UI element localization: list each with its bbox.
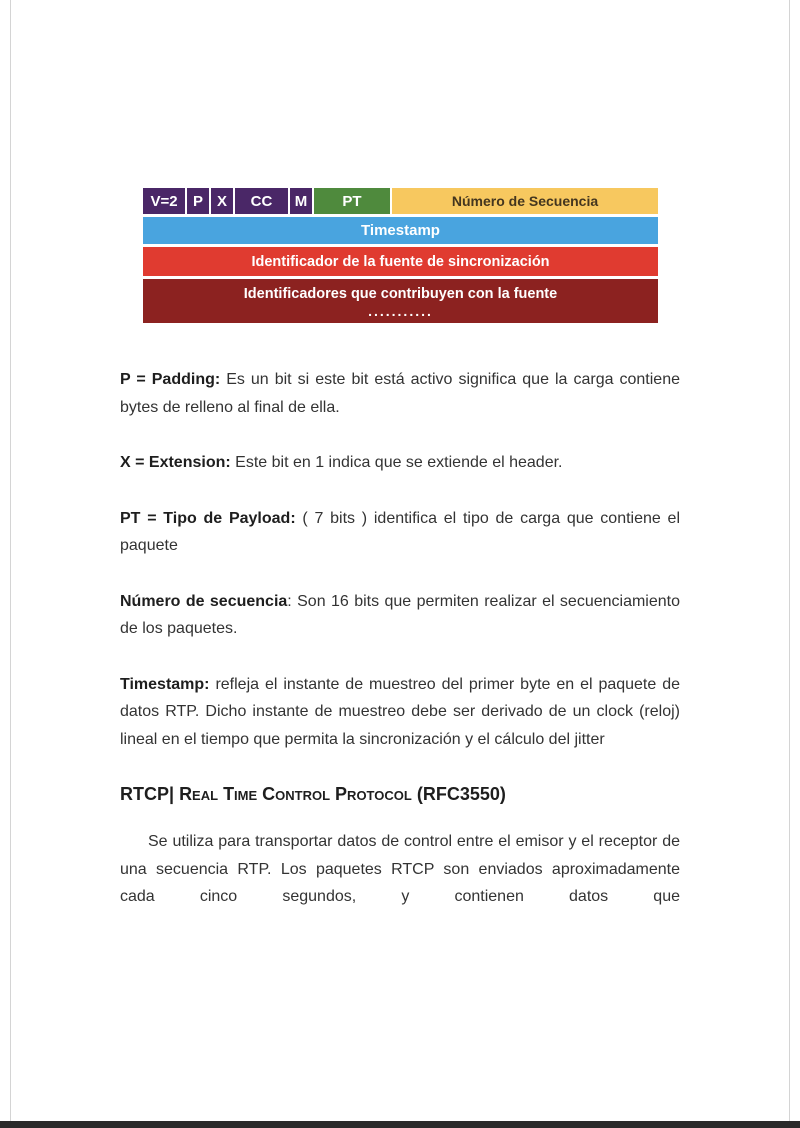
page-bottom-separator bbox=[0, 1121, 800, 1128]
csrc-dots: ........... bbox=[368, 302, 433, 319]
extension-text: Este bit en 1 indica que se extiende el header. bbox=[230, 454, 563, 471]
rtcp-intro-paragraph: Se utiliza para transportar datos de control entre el emisor y el receptor de una secuencia RTP. Los paquetes RTCP son enviados aproximadamente cada cinco segundos, y contienen datos que bbox=[120, 833, 680, 905]
timestamp-term: Timestamp: bbox=[120, 675, 210, 693]
timestamp-definition bbox=[120, 671, 680, 754]
extension-term: X = Extension: bbox=[120, 454, 231, 471]
rtp-row-csrc bbox=[143, 279, 658, 323]
rtp-field-padding: P bbox=[187, 188, 209, 214]
rtp-field-marker: M bbox=[290, 188, 312, 214]
rtp-field-payload-type: PT bbox=[314, 188, 390, 214]
payload-type-term: PT = Tipo de Payload: bbox=[120, 509, 296, 527]
rtp-header-diagram bbox=[143, 188, 658, 323]
sequence-number-definition bbox=[120, 588, 680, 643]
rtp-header-row1 bbox=[143, 188, 658, 214]
page-edge-left bbox=[10, 0, 11, 1121]
timestamp-text: refleja el instante de muestreo del primer byte en el paquete de datos RTP. Dicho instante de muestreo debe ser derivado de un clock (reloj) lineal en el tiempo que permita la sincronización y el cálculo del jitter bbox=[120, 675, 680, 748]
rtcp-heading-title: Real Time Control Protocol bbox=[179, 784, 412, 804]
rtp-field-sequence-number: Número de Secuencia bbox=[392, 188, 658, 214]
padding-text: Es un bit si este bit está activo significa que la carga contiene bytes de relleno al final de ella. bbox=[120, 371, 680, 416]
page-edge-right bbox=[789, 0, 790, 1121]
sequence-number-term: Número de secuencia bbox=[120, 592, 288, 610]
rtp-field-version: V=2 bbox=[143, 188, 185, 214]
rtp-row-timestamp: Timestamp bbox=[143, 217, 658, 244]
padding-term: P = Padding: bbox=[120, 371, 221, 388]
payload-type-definition bbox=[120, 505, 680, 560]
rtcp-heading-rfc: (RFC3550) bbox=[416, 784, 506, 804]
rtcp-heading-prefix: RTCP| bbox=[120, 784, 175, 804]
rtp-field-csrc-count: CC bbox=[235, 188, 288, 214]
extension-definition bbox=[120, 449, 680, 477]
payload-type-text: ( 7 bits ) identifica el tipo de carga que contiene el paquete bbox=[120, 509, 680, 554]
padding-definition bbox=[120, 366, 680, 421]
rtp-row-csrc-label: Identificadores que contribuyen con la fuente bbox=[243, 285, 558, 302]
page-content bbox=[120, 0, 680, 911]
sequence-number-text: : Son 16 bits que permiten realizar el secuenciamiento de los paquetes. bbox=[120, 592, 680, 637]
rtp-field-extension: X bbox=[211, 188, 233, 214]
rtp-row-ssrc: Identificador de la fuente de sincronización bbox=[143, 247, 658, 276]
rtcp-section-heading bbox=[120, 781, 680, 807]
